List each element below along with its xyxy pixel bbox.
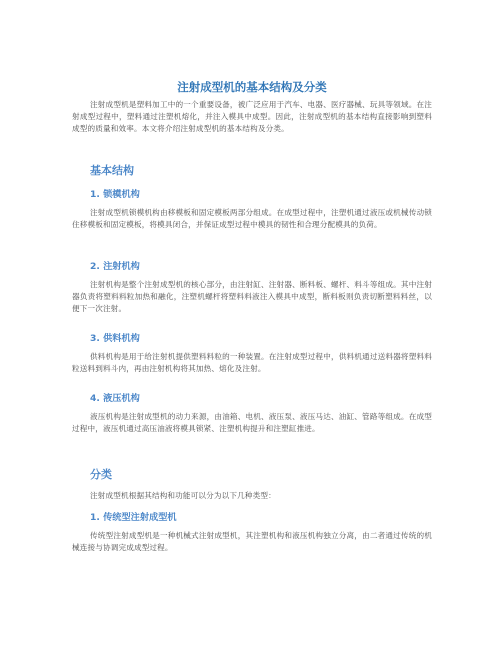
paragraph-traditional-type: 传统型注射成型机是一种机械式注射成型机，其注塑机构和液压机构独立分离，由二者通过传统的机械连接与协调完成成型过程。	[72, 531, 432, 553]
subheading-hydraulic-unit: 4. 液压机构	[90, 393, 140, 404]
section-heading-types: 分类	[90, 468, 112, 481]
paragraph-injection-unit: 注射机构是整个注射成型机的核心部分，由注射缸、注射器、断料板、螺杆、料斗等组成。其中注射器负责将塑料料粒加热和融化，注塑机螺杆将塑料料液注入模具中成型，断料板则负责切断塑料料丝，以便下一次注射。	[72, 280, 432, 314]
section-heading-structure: 基本结构	[90, 164, 134, 177]
subheading-traditional-type: 1. 传统型注射成型机	[90, 512, 177, 523]
types-intro-paragraph: 注射成型机根据其结构和功能可以分为以下几种类型：	[90, 491, 276, 500]
subheading-injection-unit: 2. 注射机构	[90, 261, 140, 272]
paragraph-hydraulic-unit: 液压机构是注射成型机的动力来源，由油箱、电机、液压泵、液压马达、油缸、管路等组成。在成型过程中，液压机通过高压油液将模具锁紧、注塑机构提升和注塑缸推进。	[72, 412, 432, 434]
subheading-clamping-unit: 1. 锁模机构	[90, 189, 140, 200]
intro-paragraph: 注射成型机是塑料加工中的一个重要设备，被广泛应用于汽车、电器、医疗器械、玩具等领域。在注射成型过程中，塑料通过注塑机熔化，并注入模具中成型。因此，注射成型机的基本结构直接影响到塑料成型的质量和效率。本文将介绍注射成型机的基本结构及分类。	[72, 100, 432, 134]
paragraph-feeding-unit: 供料机构是用于给注射机提供塑料料粒的一种装置。在注射成型过程中，供料机通过送料器将塑料料粒送料到料斗内，再由注射机构将其加热、熔化及注射。	[72, 352, 432, 374]
paragraph-clamping-unit: 注射成型机锁模机构由移模板和固定模板两部分组成。在成型过程中，注塑机通过液压或机械传动锁住移模板和固定模板，将模具闭合，并保证成型过程中模具的韧性和合理分配模具的负荷。	[72, 208, 432, 230]
document-title: 注射成型机的基本结构及分类	[177, 80, 327, 94]
subheading-feeding-unit: 3. 供料机构	[90, 333, 140, 344]
